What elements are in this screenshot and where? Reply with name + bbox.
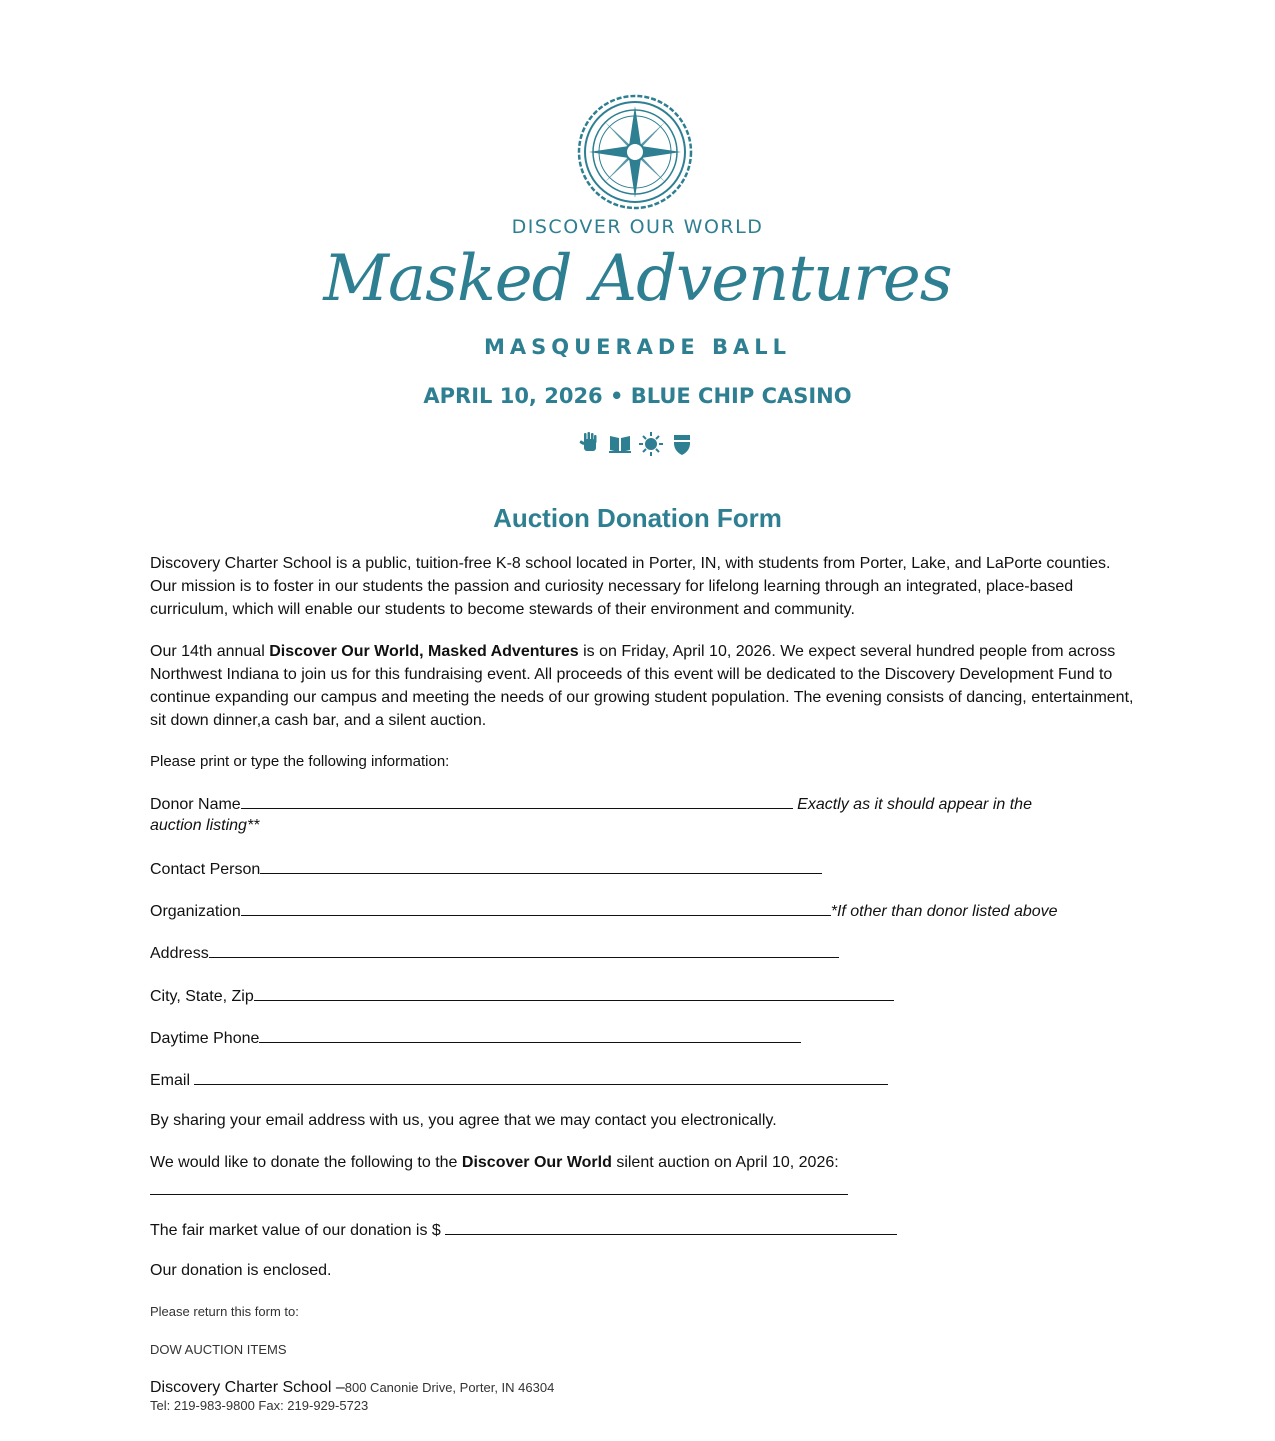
event-name-bold: Discover Our World, Masked Adventures bbox=[269, 643, 579, 660]
contact-person-row bbox=[150, 859, 822, 879]
school-phone-fax: Tel: 219-983-9800 Fax: 219-929-5723 bbox=[150, 1398, 369, 1413]
city-state-zip-label: City, State, Zip bbox=[150, 988, 254, 1005]
email-row bbox=[150, 1070, 888, 1090]
donor-name-row bbox=[150, 794, 1032, 814]
donor-name-note: Exactly as it should appear in the bbox=[797, 796, 1032, 813]
address-label: Address bbox=[150, 945, 209, 962]
email-consent: By sharing your email address with us, you agree that we may contact you electronically. bbox=[150, 1112, 777, 1129]
daytime-phone-label: Daytime Phone bbox=[150, 1030, 260, 1047]
address-field[interactable] bbox=[209, 943, 839, 958]
event-series-heading: DISCOVER OUR WORLD bbox=[511, 216, 764, 238]
donor-name-label: Donor Name bbox=[150, 796, 241, 813]
contact-person-label: Contact Person bbox=[150, 861, 261, 878]
book-icon bbox=[609, 436, 631, 453]
value-icons-row bbox=[578, 431, 698, 457]
organization-row bbox=[150, 901, 1058, 921]
donor-name-field[interactable] bbox=[241, 794, 793, 809]
daytime-phone-row bbox=[150, 1028, 801, 1048]
event-name-script: Masked Adventures bbox=[323, 242, 952, 316]
donation-statement bbox=[150, 1154, 839, 1172]
event-date-location: APRIL 10, 2026 • BLUE CHIP CASINO bbox=[423, 384, 852, 408]
fair-market-field[interactable] bbox=[445, 1220, 897, 1235]
intro-paragraph-mission: Discovery Charter School is a public, tuition-free K-8 school located in Porter, IN, with students from Porter, Lake, and LaPorte counties. Our mission is to foster in our students the passion and curiosity necessary for lifelong learning through an integrated, place-based curriculum, which will enable our students to become stewards of their environment and community. bbox=[150, 555, 1111, 618]
address-row bbox=[150, 943, 839, 963]
organization-note: *If other than donor listed above bbox=[830, 903, 1058, 920]
event-subtitle: MASQUERADE BALL bbox=[483, 335, 792, 359]
sun-icon bbox=[639, 432, 663, 456]
event-text-end: is on Friday, April 10, 2026. We expect several hundred people from across Northwest Indiana to join us for this fundraising event. All proceeds of this event will be dedicated to the Discovery Development Fund to continue expanding our campus and meeting the needs of our growing student population. The evening consists of dancing, entertainment, sit down dinner,a cash bar, and a silent auction. bbox=[150, 643, 1134, 729]
form-title: Auction Donation Form bbox=[493, 503, 782, 533]
return-instructions: Please return this form to: bbox=[150, 1304, 299, 1319]
compass-seal-logo bbox=[575, 92, 695, 212]
fair-market-label: The fair market value of our donation is $ bbox=[150, 1222, 441, 1239]
school-address: 800 Canonie Drive, Porter, IN 46304 bbox=[344, 1380, 555, 1395]
email-label: Email bbox=[150, 1072, 191, 1089]
event-text-start: Our 14th annual bbox=[150, 643, 270, 660]
return-attention: DOW AUCTION ITEMS bbox=[150, 1342, 287, 1357]
donation-enclosed: Our donation is enclosed. bbox=[150, 1262, 332, 1279]
organization-field[interactable] bbox=[241, 901, 831, 916]
donor-name-note-cont: auction listing** bbox=[150, 817, 260, 834]
fair-market-row bbox=[150, 1220, 897, 1240]
organization-label: Organization bbox=[150, 903, 241, 920]
donation-text-end: silent auction on April 10, 2026: bbox=[611, 1154, 839, 1171]
donation-text-start: We would like to donate the following to the bbox=[150, 1154, 462, 1171]
email-field[interactable] bbox=[194, 1070, 888, 1085]
donation-event-bold: Discover Our World bbox=[461, 1154, 612, 1171]
donation-item-row bbox=[150, 1180, 848, 1200]
city-state-zip-row bbox=[150, 986, 894, 1006]
shield-icon bbox=[674, 435, 690, 455]
return-address bbox=[150, 1379, 554, 1397]
hand-icon bbox=[579, 432, 596, 451]
school-name: Discovery Charter School – bbox=[150, 1379, 345, 1396]
donation-item-field[interactable] bbox=[150, 1180, 848, 1195]
instructions: Please print or type the following information: bbox=[150, 753, 450, 770]
intro-paragraph-event bbox=[150, 640, 1140, 732]
contact-person-field[interactable] bbox=[260, 859, 822, 874]
daytime-phone-field[interactable] bbox=[259, 1028, 801, 1043]
city-state-zip-field[interactable] bbox=[254, 986, 894, 1001]
